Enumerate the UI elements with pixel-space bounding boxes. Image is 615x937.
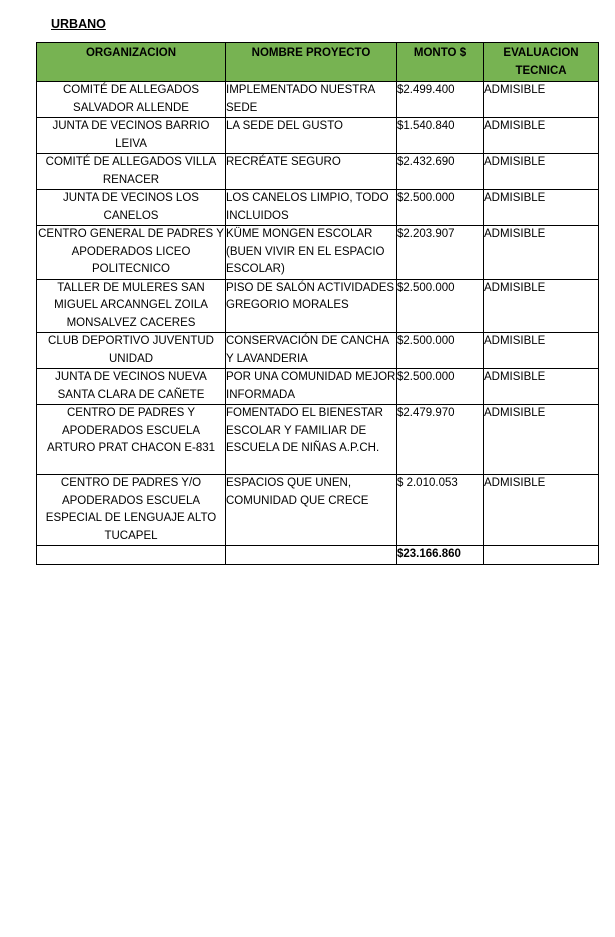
project-cell: FOMENTADO EL BIENESTAR ESCOLAR Y FAMILIAR DE ESCUELA DE NIÑAS A.P.CH.	[226, 405, 397, 475]
amount-cell: $2.500.000	[397, 369, 484, 405]
org-cell: CLUB DEPORTIVO JUVENTUD UNIDAD	[37, 333, 226, 369]
amount-cell: $2.500.000	[397, 333, 484, 369]
amount-cell: $2.500.000	[397, 279, 484, 333]
projects-table	[36, 42, 599, 565]
org-cell: JUNTA DE VECINOS BARRIO LEIVA	[37, 118, 226, 154]
table-row	[37, 279, 599, 333]
org-cell: COMITÉ DE ALLEGADOS VILLA RENACER	[37, 154, 226, 190]
project-cell: PISO DE SALÓN ACTIVIDADES GREGORIO MORALES	[226, 279, 397, 333]
org-cell: TALLER DE MULERES SAN MIGUEL ARCANNGEL ZOILA MONSALVEZ CACERES	[37, 279, 226, 333]
org-cell: JUNTA DE VECINOS NUEVA SANTA CLARA DE CAÑETE	[37, 369, 226, 405]
total-amount-cell: $23.166.860	[397, 546, 484, 565]
table-row	[37, 226, 599, 280]
amount-cell: $2.499.400	[397, 82, 484, 118]
table-body	[37, 82, 599, 565]
header-row	[37, 43, 599, 82]
org-cell: JUNTA DE VECINOS LOS CANELOS	[37, 190, 226, 226]
evaluation-cell: ADMISIBLE	[484, 369, 599, 405]
amount-cell: $ 2.010.053	[397, 475, 484, 546]
evaluation-cell: ADMISIBLE	[484, 190, 599, 226]
total-empty-cell	[226, 546, 397, 565]
project-cell: POR UNA COMUNIDAD MEJOR INFORMADA	[226, 369, 397, 405]
project-cell: KÜME MONGEN ESCOLAR (BUEN VIVIR EN EL ESPACIO ESCOLAR)	[226, 226, 397, 280]
evaluation-cell: ADMISIBLE	[484, 333, 599, 369]
amount-cell: $1.540.840	[397, 118, 484, 154]
amount-cell: $2.432.690	[397, 154, 484, 190]
total-row	[37, 546, 599, 565]
project-cell: RECRÉATE SEGURO	[226, 154, 397, 190]
amount-cell: $2.500.000	[397, 190, 484, 226]
evaluation-cell: ADMISIBLE	[484, 226, 599, 280]
table-row	[37, 118, 599, 154]
project-cell: CONSERVACIÓN DE CANCHA Y LAVANDERIA	[226, 333, 397, 369]
org-cell: CENTRO DE PADRES Y/O APODERADOS ESCUELA ESPECIAL DE LENGUAJE ALTO TUCAPEL	[37, 475, 226, 546]
amount-cell: $2.479.970	[397, 405, 484, 475]
table-row	[37, 82, 599, 118]
project-cell: IMPLEMENTADO NUESTRA SEDE	[226, 82, 397, 118]
evaluation-cell: ADMISIBLE	[484, 82, 599, 118]
header-nombre-proyecto: NOMBRE PROYECTO	[226, 43, 397, 82]
project-cell: LOS CANELOS LIMPIO, TODO INCLUIDOS	[226, 190, 397, 226]
org-cell: COMITÉ DE ALLEGADOS SALVADOR ALLENDE	[37, 82, 226, 118]
header-evaluacion-tecnica: EVALUACION TECNICA	[484, 43, 599, 82]
project-cell: ESPACIOS QUE UNEN, COMUNIDAD QUE CRECE	[226, 475, 397, 546]
total-empty-cell	[37, 546, 226, 565]
header-organizacion: ORGANIZACION	[37, 43, 226, 82]
table-row	[37, 154, 599, 190]
evaluation-cell: ADMISIBLE	[484, 279, 599, 333]
section-title: URBANO	[51, 17, 106, 31]
table-row	[37, 475, 599, 546]
total-empty-cell	[484, 546, 599, 565]
amount-cell: $2.203.907	[397, 226, 484, 280]
project-cell: LA SEDE DEL GUSTO	[226, 118, 397, 154]
table-row	[37, 405, 599, 475]
table-row	[37, 369, 599, 405]
header-monto: MONTO $	[397, 43, 484, 82]
org-cell: CENTRO DE PADRES Y APODERADOS ESCUELA ARTURO PRAT CHACON E-831	[37, 405, 226, 475]
org-cell: CENTRO GENERAL DE PADRES Y APODERADOS LICEO POLITECNICO	[37, 226, 226, 280]
evaluation-cell: ADMISIBLE	[484, 118, 599, 154]
evaluation-cell: ADMISIBLE	[484, 154, 599, 190]
table-row	[37, 190, 599, 226]
table-row	[37, 333, 599, 369]
evaluation-cell: ADMISIBLE	[484, 405, 599, 475]
evaluation-cell: ADMISIBLE	[484, 475, 599, 546]
